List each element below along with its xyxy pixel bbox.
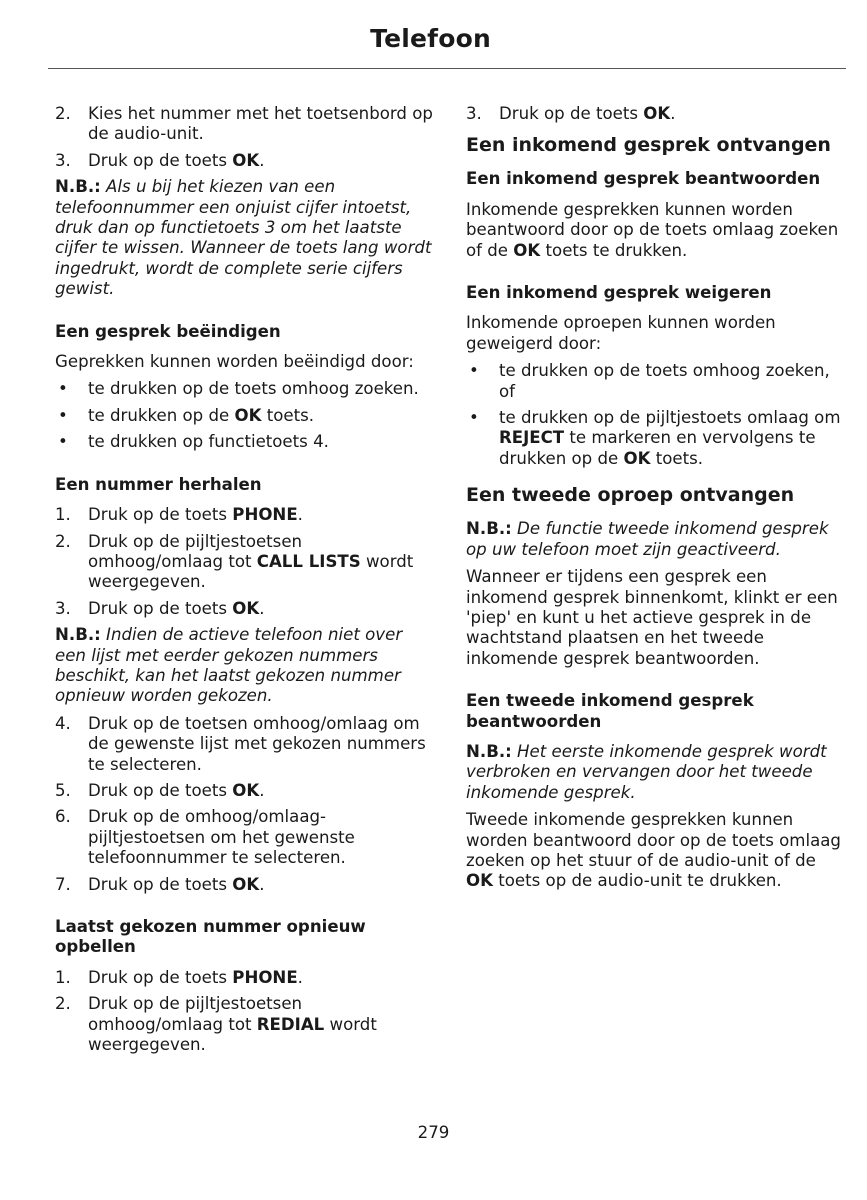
key-name: PHONE [232, 967, 298, 987]
paragraph-text: toets op de audio-unit te drukken. [492, 871, 782, 891]
step-number: 2. [55, 994, 71, 1014]
step-text: wordt weergegeven. [88, 551, 414, 592]
page-title: Telefoon [370, 24, 491, 53]
section-heading: Een tweede inkomend gesprek beantwoorden [466, 691, 754, 731]
bullet: • [58, 379, 68, 399]
steps-list-last-redial [55, 968, 433, 1056]
step-text: Druk op de omhoog/omlaag-pijltjestoetsen om het gewenste telefoonnummer te selecteren. [88, 807, 355, 868]
steps-list-redial [55, 505, 433, 619]
right-column [466, 104, 844, 899]
step-number: 6. [55, 807, 71, 827]
key-name: OK [513, 240, 541, 260]
list-item [55, 432, 433, 452]
note-text: De functie tweede inkomend gesprek op uw telefoon moet zijn geactiveerd. [466, 519, 829, 559]
paragraph: Geprekken kunnen worden beëindigd door: [55, 352, 414, 372]
list-item [55, 714, 433, 775]
item-text: toets. [261, 405, 315, 425]
step-text: . [297, 967, 303, 987]
step-number: 2. [55, 531, 71, 551]
section-heading: Laatst gekozen nummer opnieuw opbellen [55, 917, 366, 957]
bullet: • [58, 432, 68, 452]
note-text: Als u bij het kiezen van een telefoonnummer een onjuist cijfer intoetst, druk dan op functietoets 3 om het laatste cijfer te wissen. Wanneer de toets lang wordt ingedrukt, wordt de complete serie cijfers gewist. [55, 177, 432, 299]
paragraph-text: Inkomende gesprekken kunnen worden beantwoord door op de toets omlaag zoeken of de [466, 199, 839, 260]
paragraph [466, 810, 844, 892]
note-label: N.B.: [55, 177, 101, 197]
step-text: . [297, 505, 303, 525]
list-item [55, 151, 433, 171]
key-name: REDIAL [256, 1014, 325, 1034]
item-text: te drukken op functietoets 4. [88, 432, 329, 452]
list-item [466, 361, 844, 402]
key-name: OK [643, 104, 671, 123]
list-item [55, 505, 433, 525]
note [55, 177, 433, 299]
key-name: OK [232, 780, 260, 800]
section-heading: Een nummer herhalen [55, 474, 262, 494]
step-number: 7. [55, 874, 71, 894]
section-heading-major: Een inkomend gesprek ontvangen [466, 134, 831, 157]
item-text: toets. [650, 448, 704, 468]
step-number: 3. [55, 598, 71, 618]
list-item [466, 104, 844, 124]
section-heading-major: Een tweede oproep ontvangen [466, 484, 795, 507]
key-name: OK [232, 598, 260, 618]
step-number: 2. [55, 104, 71, 123]
step-text: Druk op de toets [88, 598, 233, 618]
step-text: . [259, 598, 265, 618]
step-number: 4. [55, 713, 71, 733]
page-number: 279 [417, 1123, 450, 1142]
bullet-list-end-call [55, 379, 433, 452]
list-item [55, 379, 433, 399]
list-item [55, 599, 433, 619]
key-name: OK [234, 405, 262, 425]
bullet: • [58, 405, 68, 425]
bullet: • [469, 408, 479, 428]
item-text: te drukken op de toets omhoog zoeken, of [499, 361, 830, 401]
note-label: N.B.: [55, 625, 101, 645]
note-text: Het eerste inkomende gesprek wordt verbroken en vervangen door het tweede inkomende gesprek. [466, 741, 827, 802]
step-text: Kies het nummer met het toetsenbord op de audio-unit. [88, 104, 433, 144]
paragraph-text: Tweede inkomende gesprekken kunnen worden beantwoord door op de toets omlaag zoeken op het stuur of de audio-unit of de [466, 810, 841, 870]
paragraph: Inkomende oproepen kunnen worden geweigerd door: [466, 313, 776, 353]
note [466, 742, 844, 803]
item-text: te markeren en vervolgens te drukken op de [499, 428, 816, 468]
step-number: 3. [55, 150, 71, 170]
step-text: Druk op de toets [88, 967, 233, 987]
page-header [48, 0, 846, 69]
note-text: Indien de actieve telefoon niet over een lijst met eerder gekozen nummers beschikt, kan het laatst gekozen nummer opnieuw worden gekozen. [55, 625, 403, 706]
step-text: . [670, 104, 676, 123]
left-column [55, 104, 433, 1061]
list-item [466, 408, 844, 469]
key-name: OK [623, 448, 651, 468]
item-text: te drukken op de pijltjestoets omlaag om [499, 408, 841, 428]
key-name: PHONE [232, 505, 298, 525]
item-text: te drukken op de toets omhoog zoeken. [88, 379, 419, 399]
section-heading: Een inkomend gesprek weigeren [466, 283, 772, 303]
note [466, 519, 844, 560]
note-label: N.B.: [466, 519, 512, 539]
note [55, 625, 433, 707]
list-item [55, 994, 433, 1055]
note-label: N.B.: [466, 741, 512, 761]
list-item [55, 104, 433, 145]
step-text: Druk op de toets [88, 505, 233, 525]
step-text: Druk op de toets [88, 780, 233, 800]
item-text: te drukken op de [88, 405, 235, 425]
section-heading: Een gesprek beëindigen [55, 321, 281, 341]
key-name: OK [232, 874, 260, 894]
steps-list-top [466, 104, 844, 124]
step-number: 5. [55, 780, 71, 800]
step-text: Druk op de pijltjestoetsen omhoog/omlaag tot [88, 994, 303, 1034]
key-name: OK [466, 871, 493, 891]
step-number: 1. [55, 967, 71, 987]
bullet: • [469, 361, 479, 381]
step-text: Druk op de toets [499, 104, 644, 123]
step-number: 3. [466, 104, 482, 123]
list-item [55, 875, 433, 895]
list-item [55, 406, 433, 426]
key-name: REJECT [499, 428, 565, 448]
step-text: . [259, 150, 265, 170]
paragraph: Wanneer er tijdens een gesprek een inkomend gesprek binnenkomt, klinkt er een 'piep' en kunt u het actieve gesprek in de wachtstand plaatsen en het tweede inkomende gesprek beantwoorden. [466, 567, 838, 668]
key-name: CALL LISTS [256, 551, 361, 571]
step-text: . [259, 780, 265, 800]
list-item [55, 968, 433, 988]
list-item [55, 532, 433, 593]
list-item [55, 781, 433, 801]
bullet-list-reject [466, 361, 844, 469]
paragraph-text: toets te drukken. [540, 240, 688, 260]
step-text: Druk op de toets [88, 874, 233, 894]
step-text: Druk op de toets [88, 150, 233, 170]
list-item [55, 807, 433, 868]
step-number: 1. [55, 505, 71, 525]
step-text: Druk op de toetsen omhoog/omlaag om de gewenste lijst met gekozen nummers te selecteren. [88, 713, 426, 774]
step-text: Druk op de pijltjestoetsen omhoog/omlaag tot [88, 531, 303, 571]
step-text: . [259, 874, 265, 894]
step-text: wordt weergegeven. [88, 1014, 377, 1055]
steps-list-dial [55, 104, 433, 171]
steps-list-redial-continued [55, 714, 433, 895]
key-name: OK [232, 150, 260, 170]
section-heading: Een inkomend gesprek beantwoorden [466, 169, 821, 189]
paragraph [466, 200, 844, 261]
